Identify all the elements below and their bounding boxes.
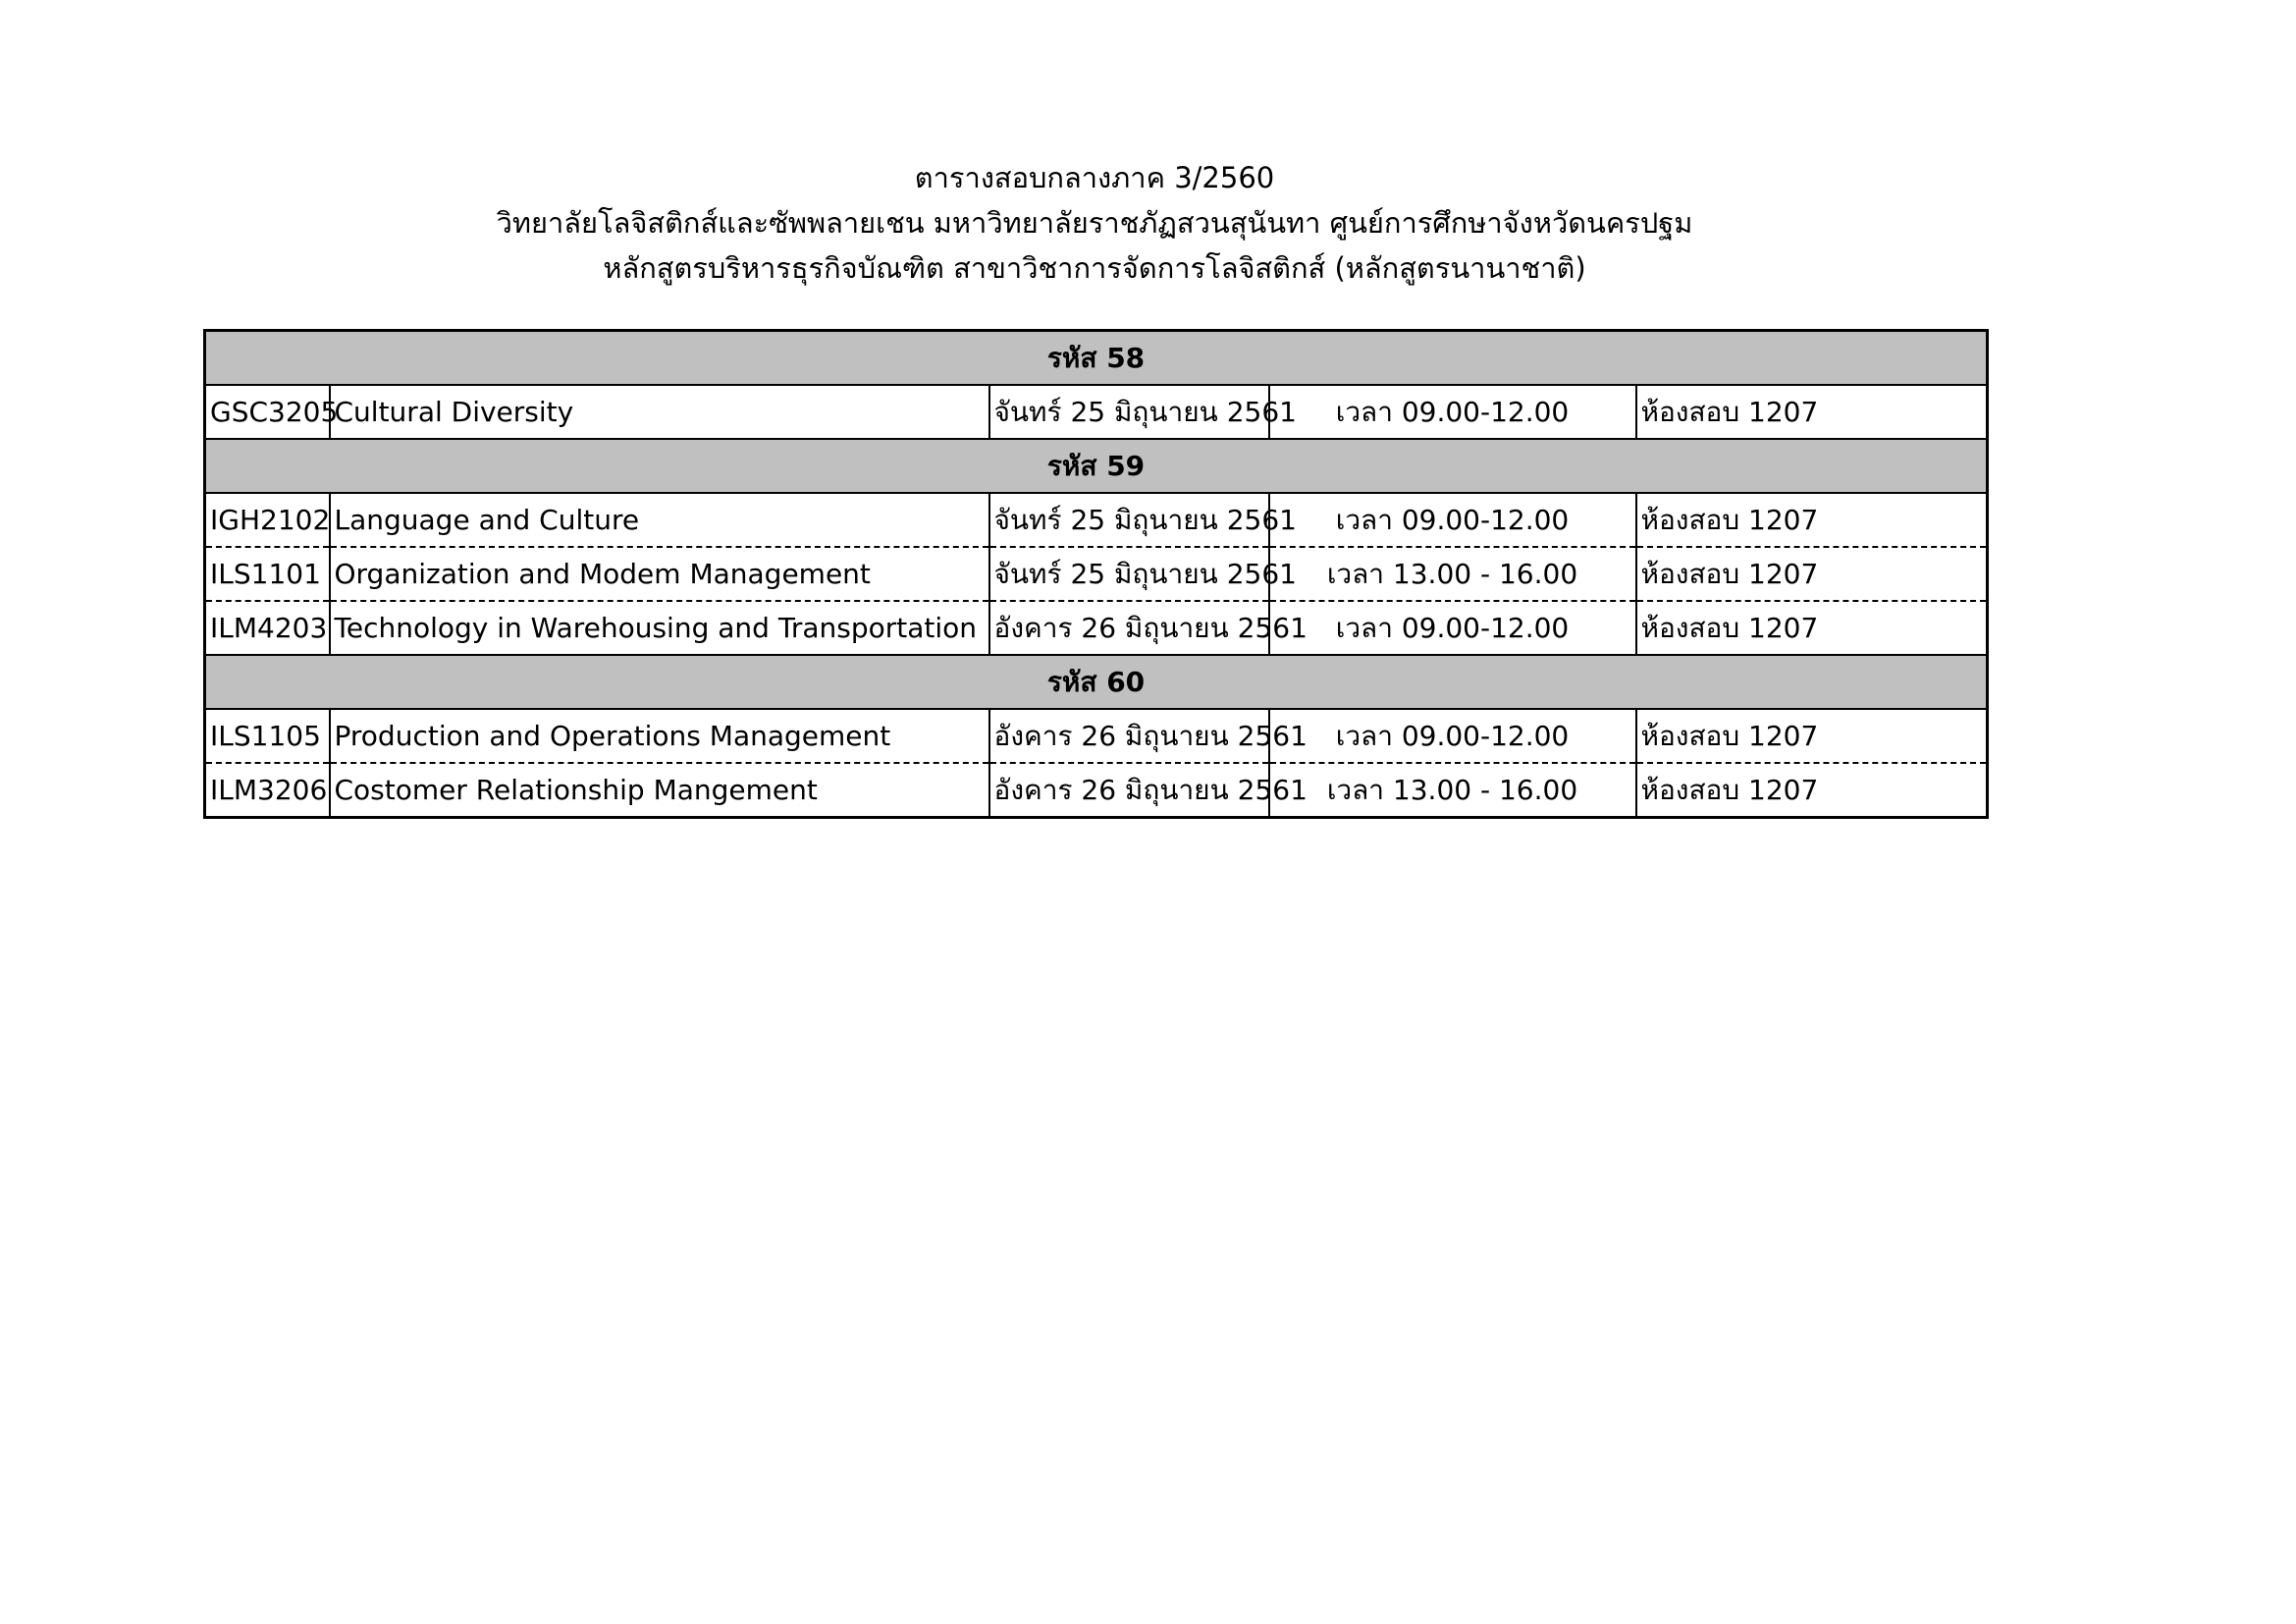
course-code: ILM3206 xyxy=(205,763,330,818)
exam-date: จันทร์ 25 มิถุนายน 2561 xyxy=(989,493,1269,547)
course-name: Technology in Warehousing and Transportation xyxy=(330,601,989,655)
exam-room: ห้องสอบ 1207 xyxy=(1636,547,1988,601)
table-row xyxy=(205,601,1988,655)
exam-room: ห้องสอบ 1207 xyxy=(1636,493,1988,547)
exam-date: อังคาร 26 มิถุนายน 2561 xyxy=(989,709,1269,763)
college-name: วิทยาลัยโลจิสติกส์และซัพพลายเชน มหาวิทยาลัยราชภัฏสวนสุนันทา ศูนย์การศึกษาจังหวัดนครปฐม xyxy=(496,206,1693,240)
table-row xyxy=(205,547,1988,601)
student-cohort-label: รหัส 59 xyxy=(205,439,1988,493)
course-code: GSC3205 xyxy=(205,385,330,439)
course-name: Organization and Modem Management xyxy=(330,547,989,601)
exam-time: เวลา 13.00 - 16.00 xyxy=(1269,763,1636,818)
student-cohort-label: รหัส 60 xyxy=(205,655,1988,709)
course-name: Production and Operations Management xyxy=(330,709,989,763)
exam-schedule-table xyxy=(203,329,1989,819)
exam-time: เวลา 09.00-12.00 xyxy=(1269,493,1636,547)
exam-schedule-title: ตารางสอบกลางภาค 3/2560 xyxy=(914,161,1275,194)
exam-time: เวลา 09.00-12.00 xyxy=(1269,601,1636,655)
student-cohort-label: รหัส 58 xyxy=(205,331,1988,386)
course-code: ILM4203 xyxy=(205,601,330,655)
table-row xyxy=(205,763,1988,818)
table-row xyxy=(205,493,1988,547)
table-row xyxy=(205,385,1988,439)
course-name: Cultural Diversity xyxy=(330,385,989,439)
exam-time: เวลา 13.00 - 16.00 xyxy=(1269,547,1636,601)
course-code: ILS1105 xyxy=(205,709,330,763)
exam-room: ห้องสอบ 1207 xyxy=(1636,763,1988,818)
exam-date: จันทร์ 25 มิถุนายน 2561 xyxy=(989,547,1269,601)
exam-date: จันทร์ 25 มิถุนายน 2561 xyxy=(989,385,1269,439)
exam-time: เวลา 09.00-12.00 xyxy=(1269,709,1636,763)
exam-time: เวลา 09.00-12.00 xyxy=(1269,385,1636,439)
course-name: Language and Culture xyxy=(330,493,989,547)
exam-room: ห้องสอบ 1207 xyxy=(1636,385,1988,439)
exam-date: อังคาร 26 มิถุนายน 2561 xyxy=(989,763,1269,818)
exam-room: ห้องสอบ 1207 xyxy=(1636,709,1988,763)
course-code: ILS1101 xyxy=(205,547,330,601)
exam-room: ห้องสอบ 1207 xyxy=(1636,601,1988,655)
document-header xyxy=(0,155,2189,291)
group-header-row xyxy=(205,439,1988,493)
group-header-row xyxy=(205,331,1988,386)
exam-date: อังคาร 26 มิถุนายน 2561 xyxy=(989,601,1269,655)
table-row xyxy=(205,709,1988,763)
group-header-row xyxy=(205,655,1988,709)
course-code: IGH2102 xyxy=(205,493,330,547)
course-name: Costomer Relationship Mangement xyxy=(330,763,989,818)
program-name: หลักสูตรบริหารธุรกิจบัณฑิต สาขาวิชาการจัดการโลจิสติกส์ (หลักสูตรนานาชาติ) xyxy=(603,251,1586,285)
